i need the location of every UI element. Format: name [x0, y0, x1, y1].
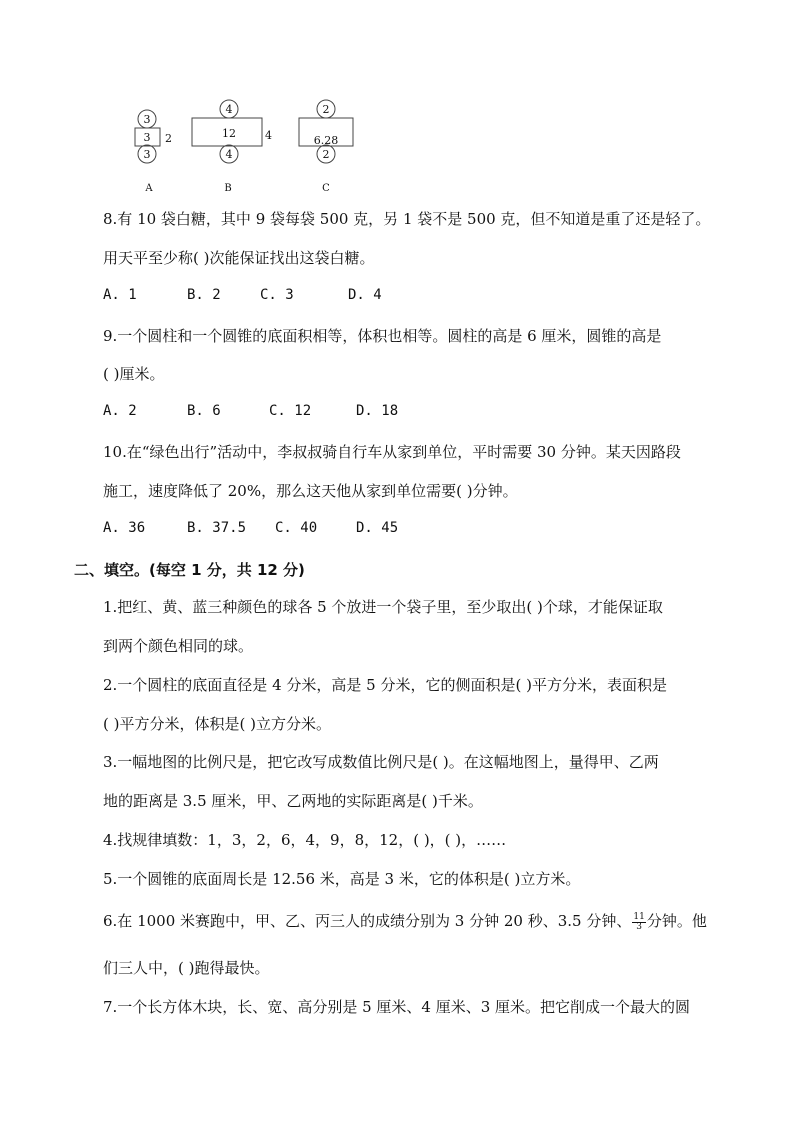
figure-c-top-label: 2	[322, 103, 330, 116]
figure-a-middle-label: 3	[143, 131, 151, 144]
fill-2-line-2: ( )平方分米，体积是( )立方分米。	[103, 715, 331, 733]
figure-b-top-label: 4	[225, 103, 233, 116]
figure-b-caption: B	[224, 183, 232, 194]
fill-6-line-2: 们三人中，( )跑得最快。	[103, 959, 270, 977]
figure-a	[135, 110, 172, 194]
fraction-numerator: 11	[633, 911, 645, 922]
question-9-line-2: ( )厘米。	[103, 365, 165, 383]
figure-b	[192, 100, 272, 194]
fill-3-line-1: 3.一幅地图的比例尺是，把它改写成数值比例尺是( )。在这幅地图上，量得甲、乙两	[103, 753, 659, 771]
question-9-line-1: 9.一个圆柱和一个圆锥的底面积相等，体积也相等。圆柱的高是 6 厘米，圆锥的高是	[103, 327, 662, 345]
figure-a-bottom-label: 3	[143, 148, 151, 161]
question-8-line-2: 用天平至少称( )次能保证找出这袋白糖。	[103, 249, 375, 267]
fill-6-text-before-fraction: 6.在 1000 米赛跑中，甲、乙、丙三人的成绩分别为 3 分钟 20 秒、3.5 分钟、	[103, 912, 632, 930]
option-a: A. 1	[103, 287, 137, 303]
option-d: D. 4	[348, 287, 382, 303]
option-b: B. 6	[187, 403, 221, 419]
option-c: C. 12	[269, 403, 312, 419]
option-c: C. 3	[260, 287, 294, 303]
fill-4-line-1: 4.找规律填数：1，3，2，6，4，9，8，12，( )，( )，……	[103, 831, 507, 849]
figure-c	[299, 100, 353, 194]
fill-1-line-2: 到两个颜色相同的球。	[103, 637, 254, 655]
option-c: C. 40	[275, 520, 318, 536]
figure-c-caption: C	[322, 183, 330, 194]
fraction-eleven-thirds	[632, 913, 645, 932]
question-10-line-1: 10.在“绿色出行”活动中，李叔叔骑自行车从家到单位，平时需要 30 分钟。某天因路段	[103, 443, 681, 461]
fraction-denominator: 3	[636, 921, 642, 932]
figure-a-side-label: 2	[165, 132, 172, 145]
figure-a-caption: A	[145, 183, 153, 194]
option-b: B. 2	[187, 287, 221, 303]
fill-1-line-1: 1.把红、黄、蓝三种颜色的球各 5 个放进一个袋子里，至少取出( )个球，才能保证取	[103, 598, 663, 616]
option-d: D. 45	[356, 520, 399, 536]
figure-c-bottom-label: 2	[322, 148, 330, 161]
figure-b-bottom-label: 4	[225, 148, 233, 161]
fill-7-line-1: 7.一个长方体木块，长、宽、高分别是 5 厘米、4 厘米、3 厘米。把它削成一个最大的圆	[103, 998, 691, 1016]
option-b: B. 37.5	[187, 520, 247, 536]
question-10-line-2: 施工，速度降低了 20%，那么这天他从家到单位需要( )分钟。	[103, 482, 518, 500]
question-8-line-1: 8.有 10 袋白糖，其中 9 袋每袋 500 克，另 1 袋不是 500 克，但不知道是重了还是轻了。	[103, 210, 711, 228]
figure-b-middle-label: 12	[222, 127, 236, 140]
figure-a-top-label: 3	[143, 113, 151, 126]
section-2-heading: 二、填空。(每空 1 分，共 12 分)	[74, 561, 305, 579]
option-a: A. 2	[103, 403, 137, 419]
fill-5-line-1: 5.一个圆锥的底面周长是 12.56 米，高是 3 米，它的体积是( )立方米。	[103, 870, 581, 888]
fill-6-line-1	[103, 911, 707, 932]
fill-3-line-2: 地的距离是 3.5 厘米，甲、乙两地的实际距离是( )千米。	[103, 792, 483, 810]
figure-c-middle-label: 6.28	[313, 134, 339, 147]
fill-6-text-after-fraction: 分钟。他	[646, 912, 707, 930]
option-a: A. 36	[103, 520, 146, 536]
cylinder-nets-figure	[125, 96, 385, 196]
option-d: D. 18	[356, 403, 399, 419]
figure-b-side-label: 4	[265, 129, 272, 142]
fill-2-line-1: 2.一个圆柱的底面直径是 4 分米，高是 5 分米，它的侧面积是( )平方分米，表面积是	[103, 676, 667, 694]
